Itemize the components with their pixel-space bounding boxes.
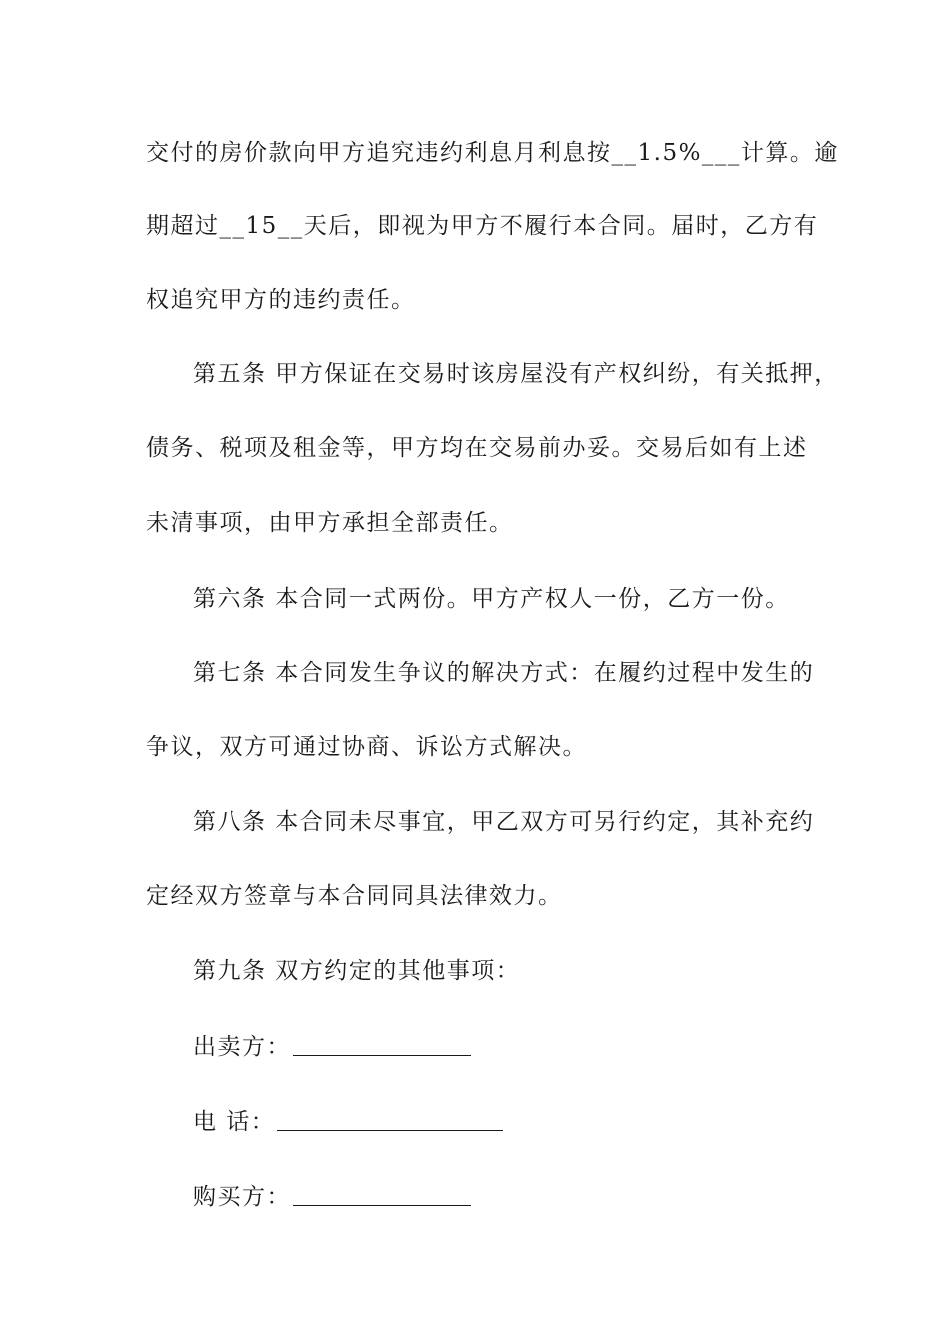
paragraph-line: 定经双方签章与本合同同具法律效力。 <box>146 883 563 909</box>
article-7-line: 第七条 本合同发生争议的解决方式：在履约过程中发生的 <box>193 660 815 686</box>
seller-label: 出卖方： <box>193 1034 291 1060</box>
phone-label: 电 话： <box>193 1109 276 1135</box>
buyer-label: 购买方： <box>193 1184 291 1210</box>
paragraph-line: 期超过__15__天后，即视为甲方不履行本合同。届时，乙方有 <box>146 213 819 239</box>
seller-signature-row <box>193 1032 471 1062</box>
phone-row <box>193 1107 503 1137</box>
paragraph-line: 争议，双方可通过协商、诉讼方式解决。 <box>146 734 587 760</box>
article-8-line: 第八条 本合同未尽事宜，甲乙双方可另行约定，其补充约 <box>193 809 815 835</box>
buyer-blank[interactable] <box>293 1183 471 1206</box>
paragraph-line: 权追究甲方的违约责任。 <box>146 287 416 313</box>
paragraph-line: 债务、税项及租金等，甲方均在交易前办妥。交易后如有上述 <box>146 435 808 461</box>
article-9-line: 第九条 双方约定的其他事项： <box>193 958 521 984</box>
phone-blank[interactable] <box>277 1108 503 1131</box>
paragraph-line: 未清事项，由甲方承担全部责任。 <box>146 510 514 536</box>
seller-blank[interactable] <box>293 1033 471 1056</box>
article-6-line: 第六条 本合同一式两份。甲方产权人一份，乙方一份。 <box>193 586 790 612</box>
paragraph-line: 交付的房价款向甲方追究违约利息月利息按__1.5%___计算。逾 <box>146 140 839 166</box>
buyer-signature-row <box>193 1182 471 1212</box>
article-5-line: 第五条 甲方保证在交易时该房屋没有产权纠纷，有关抵押， <box>193 361 839 387</box>
